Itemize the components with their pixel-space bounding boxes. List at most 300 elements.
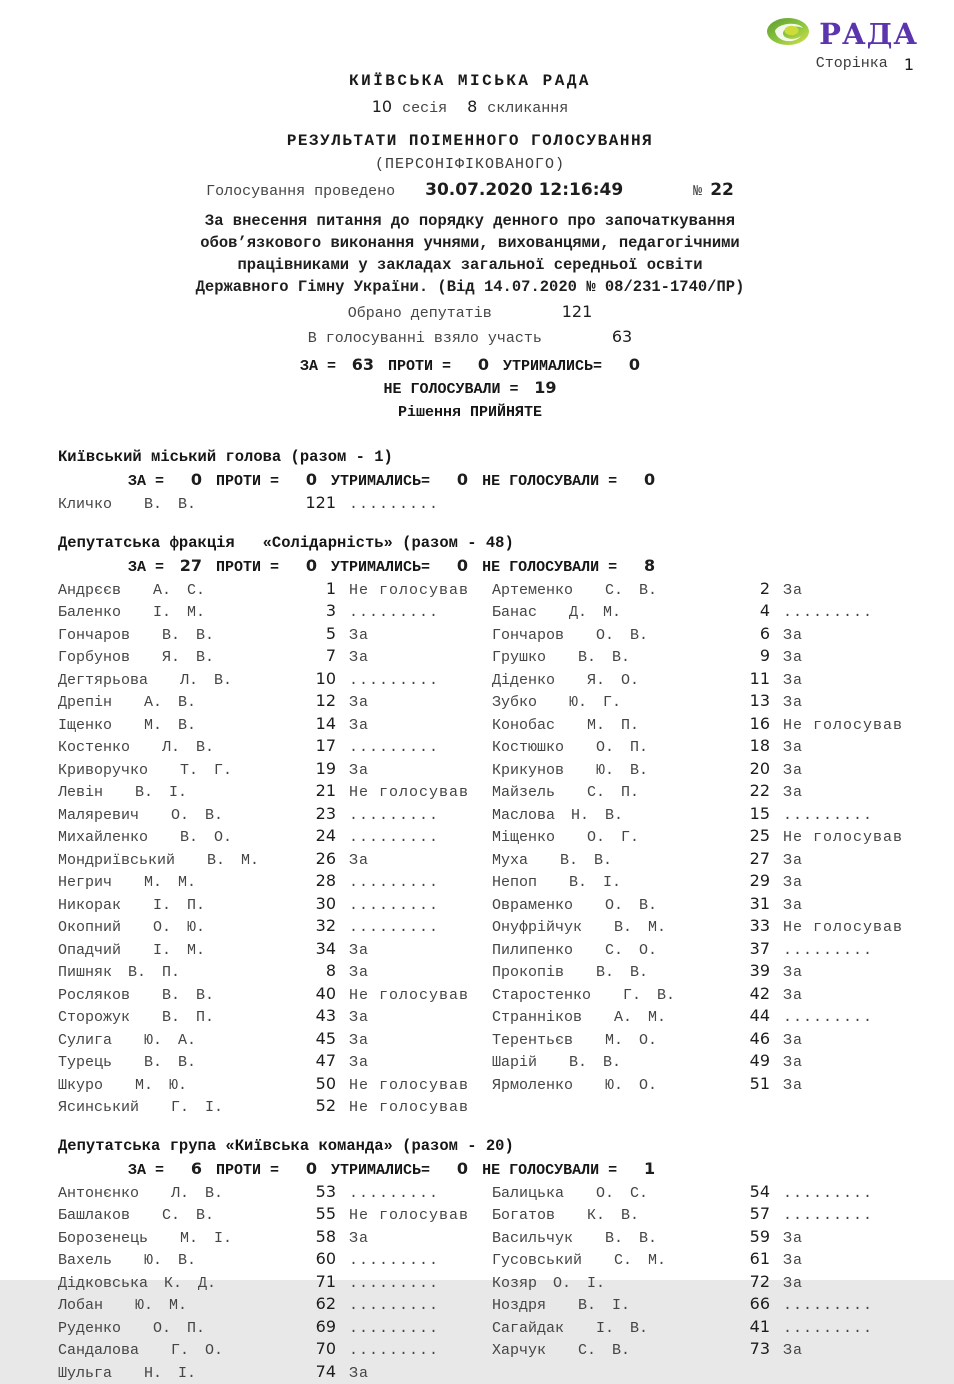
deputy-row [58,714,954,737]
deputy-vote: За [770,986,954,1007]
summary-label: ЗА = [128,559,164,576]
deputy-vote: ......... [336,918,492,939]
conducted-label: Голосування проведено [206,183,395,200]
deputy-name: Муха В. В. [492,851,722,872]
summary-label: НЕ ГОЛОСУВАЛИ = [482,473,617,490]
deputy-card-number: 31 [722,894,770,915]
deputy-card-number: 1 [292,579,336,600]
deputy-name: Пилипенко С. О. [492,941,722,962]
deputy-row [58,1317,954,1340]
faction-vote-summary [58,555,954,578]
deputy-vote: ......... [336,1184,492,1205]
deputy-name: Руденко О. П. [58,1319,292,1340]
deputy-vote: ......... [336,495,492,516]
summary-value: 0 [283,1158,317,1179]
deputy-card-number: 42 [722,984,770,1005]
deputy-vote: За [336,693,492,714]
deputy-name: Горбунов Я. В. [58,648,292,669]
deputy-vote: За [770,626,954,647]
deputy-vote: За [336,851,492,872]
deputy-card-number: 121 [292,493,336,514]
deputy-name: Криворучко Т. Г. [58,761,292,782]
deputy-card-number: 33 [722,916,770,937]
summary-label: НЕ ГОЛОСУВАЛИ = [482,1162,617,1179]
deputy-card-number: 49 [722,1051,770,1072]
deputy-name: Шарій В. В. [492,1053,722,1074]
convocation-number: 8 [467,97,477,116]
deputy-vote: За [770,896,954,917]
deputy-vote: За [336,648,492,669]
deputy-name: Маляревич О. В. [58,806,292,827]
deputy-row [58,961,954,984]
deputy-row [58,736,954,759]
deputy-row [58,624,954,647]
deputy-card-number: 60 [292,1249,336,1270]
deputy-vote: За [770,648,954,669]
deputy-name: Левін В. І. [58,783,292,804]
deputy-vote: За [336,1053,492,1074]
vote-number-sign: № [693,183,702,200]
summary-label: УТРИМАЛИСЬ= [331,1162,430,1179]
deputy-vote: ......... [770,1296,954,1317]
deputy-rows [58,493,954,516]
deputy-card-number: 34 [292,939,336,960]
deputy-row [58,804,954,827]
deputy-card-number: 10 [292,669,336,690]
deputy-name: Окопний О. Ю. [58,918,292,939]
deputy-name: Баленко І. М. [58,603,292,624]
deputy-row [58,1249,954,1272]
deputy-card-number: 9 [722,646,770,667]
deputy-row [58,1182,954,1205]
faction-title: Депутатська фракція «Солідарність» (разом - 48) [58,533,954,553]
deputy-card-number: 23 [292,804,336,825]
deputy-card-number: 53 [292,1182,336,1203]
deputy-name: Васильчук В. В. [492,1229,722,1250]
deputy-name: Вахель Ю. В. [58,1251,292,1272]
summary-label: ПРОТИ = [216,473,279,490]
deputy-card-number: 61 [722,1249,770,1270]
deputy-name: Шульга Н. І. [58,1364,292,1384]
deputy-row [58,849,954,872]
deputy-vote: Не голосував [336,783,492,804]
deputy-vote: Не голосував [770,918,954,939]
deputy-vote: ......... [336,671,492,692]
deputy-row [58,916,954,939]
deputy-name: Андрєєв А. С. [58,581,292,602]
summary-value: 0 [434,469,468,490]
session-label: сесія [402,100,447,117]
deputy-vote: За [770,1251,954,1272]
deputy-name: Сулига Ю. А. [58,1031,292,1052]
deputy-name: Богатов К. В. [492,1206,722,1227]
deputy-card-number: 45 [292,1029,336,1050]
deputy-rows [58,1182,954,1384]
deputy-row [58,1362,954,1384]
participated-line [60,327,880,348]
deputy-vote: За [336,941,492,962]
deputy-card-number: 29 [722,871,770,892]
deputy-card-number: 70 [292,1339,336,1360]
deputy-name: Прокопів В. В. [492,963,722,984]
deputy-card-number: 22 [722,781,770,802]
faction-vote-summary [58,1158,954,1181]
deputy-name: Башлаков С. В. [58,1206,292,1227]
deputy-vote: За [336,626,492,647]
deputy-name: Дегтярьова Л. В. [58,671,292,692]
vote-number: 22 [710,180,734,200]
deputy-card-number: 73 [722,1339,770,1360]
deputy-card-number: 37 [722,939,770,960]
participated-label: В голосуванні взяло участь [308,329,542,348]
deputy-card-number: 62 [292,1294,336,1315]
deputy-card-number: 66 [722,1294,770,1315]
deputy-vote: За [770,581,954,602]
deputy-vote: ......... [336,873,492,894]
deputy-vote: Не голосував [336,1206,492,1227]
deputy-name: Терентьєв М. О. [492,1031,722,1052]
deputy-name: Артеменко С. В. [492,581,722,602]
deputy-row [58,871,954,894]
deputy-name: Опадчий І. М. [58,941,292,962]
deputy-name: Шкуро М. Ю. [58,1076,292,1097]
deputy-row [58,1272,954,1295]
deputy-name: Ярмоленко Ю. О. [492,1076,722,1097]
deputy-card-number: 11 [722,669,770,690]
deputy-vote: За [770,1341,954,1362]
deputy-row [58,1339,954,1362]
deputy-name: Маслова Н. В. [492,806,722,827]
deputy-name: Пишняк В. П. [58,963,292,984]
deputy-vote: ......... [770,1206,954,1227]
summary-label: УТРИМАЛИСЬ= [331,559,430,576]
deputy-card-number: 16 [722,714,770,735]
abstained-label: УТРИМАЛИСЬ= [503,358,602,375]
deputy-vote: ......... [336,603,492,624]
deputy-name: Банас Д. М. [492,603,722,624]
deputy-name: Крикунов Ю. В. [492,761,722,782]
deputy-rows [58,579,954,1119]
deputy-name: Странніков А. М. [492,1008,722,1029]
deputy-row [58,669,954,692]
deputy-vote: За [770,873,954,894]
against-label: ПРОТИ = [388,358,451,375]
deputy-name: Михайленко В. О. [58,828,292,849]
deputy-vote: За [336,716,492,737]
not-voted-line [60,378,880,398]
deputy-name: Сторожук В. П. [58,1008,292,1029]
deputy-card-number: 32 [292,916,336,937]
summary-value: 0 [434,1158,468,1179]
deputy-row [58,1096,954,1119]
deputy-vote: ......... [336,1274,492,1295]
summary-value: 27 [168,555,202,576]
deputy-name: Лобан Ю. М. [58,1296,292,1317]
deputy-name: Гончаров В. В. [58,626,292,647]
deputy-card-number: 50 [292,1074,336,1095]
not-voted-value: 19 [523,378,557,397]
page-number: 1 [904,55,914,74]
deputy-name: Дрепін А. В. [58,693,292,714]
conducted-line [60,180,880,200]
deputy-row [58,759,954,782]
deputy-row [58,894,954,917]
deputy-vote: За [770,1076,954,1097]
deputy-vote: За [336,1008,492,1029]
deputy-row [58,493,954,516]
deputy-name: Гусовський С. М. [492,1251,722,1272]
deputy-card-number: 43 [292,1006,336,1027]
deputy-vote: ......... [770,1319,954,1340]
deputy-card-number: 7 [292,646,336,667]
deputy-card-number: 24 [292,826,336,847]
deputy-vote: ......... [770,941,954,962]
deputy-card-number: 51 [722,1074,770,1095]
deputy-card-number: 27 [722,849,770,870]
deputy-vote: За [770,1274,954,1295]
deputy-vote: Не голосував [336,986,492,1007]
deputy-card-number: 72 [722,1272,770,1293]
deputy-card-number: 55 [292,1204,336,1225]
deputy-vote: ......... [770,603,954,624]
deputy-card-number: 6 [722,624,770,645]
deputy-vote: За [770,1229,954,1250]
summary-value: 0 [621,469,655,490]
deputy-vote: За [770,1053,954,1074]
deputy-row [58,1006,954,1029]
deputy-card-number: 47 [292,1051,336,1072]
deputy-name: Кличко В. В. [58,495,292,516]
deputy-card-number: 41 [722,1317,770,1338]
deputy-vote: За [770,851,954,872]
deputy-card-number: 2 [722,579,770,600]
deputy-name: Онуфрійчук В. М. [492,918,722,939]
deputy-name: Старостенко Г. В. [492,986,722,1007]
deputy-card-number: 69 [292,1317,336,1338]
deputy-vote: Не голосував [336,1098,492,1119]
deputy-name: Діденко Я. О. [492,671,722,692]
elected-value: 121 [562,302,593,321]
page-indicator [765,55,918,74]
deputy-card-number: 52 [292,1096,336,1117]
deputy-row [58,646,954,669]
deputy-card-number: 58 [292,1227,336,1248]
summary-value: 0 [283,469,317,490]
deputy-row [58,601,954,624]
page-label: Сторінка [816,55,888,74]
conducted-datetime: 30.07.2020 12:16:49 [425,180,623,200]
deputy-card-number: 74 [292,1362,336,1383]
faction-section [58,447,954,516]
deputy-name: Майзель С. П. [492,783,722,804]
deputy-name: Сагайдак І. В. [492,1319,722,1340]
deputy-name: Мондриївський В. М. [58,851,292,872]
document-title: РЕЗУЛЬТАТИ ПОІМЕННОГО ГОЛОСУВАННЯ [60,132,880,150]
deputy-card-number: 71 [292,1272,336,1293]
deputy-name: Зубко Ю. Г. [492,693,722,714]
deputy-name: Іщенко М. В. [58,716,292,737]
deputy-card-number: 40 [292,984,336,1005]
council-name: КИЇВСЬКА МІСЬКА РАДА [60,72,880,90]
deputy-vote: ......... [770,806,954,827]
deputy-vote: Не голосував [770,716,954,737]
deputy-name: Грушко В. В. [492,648,722,669]
logo-block [765,16,918,74]
deputy-row [58,781,954,804]
deputy-card-number: 39 [722,961,770,982]
faction-vote-summary [58,469,954,492]
deputy-row [58,691,954,714]
deputy-name: Овраменко О. В. [492,896,722,917]
deputy-vote: ......... [336,1296,492,1317]
elected-line [60,302,880,323]
session-number: 10 [372,97,392,116]
deputy-vote: За [770,671,954,692]
deputy-card-number: 5 [292,624,336,645]
question-line: За внесення питання до порядку денного про започаткування [60,210,880,232]
deputy-name: Харчук С. В. [492,1341,722,1362]
deputy-name: Дідковська К. Д. [58,1274,292,1295]
summary-value: 1 [621,1158,655,1179]
deputy-name: Никорак І. П. [58,896,292,917]
deputy-name: Негрич М. М. [58,873,292,894]
deputy-vote: За [770,783,954,804]
summary-label: ПРОТИ = [216,559,279,576]
deputy-card-number: 19 [292,759,336,780]
deputy-name: Ноздря В. І. [492,1296,722,1317]
for-value: 63 [340,355,374,374]
deputy-vote: За [336,963,492,984]
deputy-row [58,1029,954,1052]
deputy-card-number: 25 [722,826,770,847]
deputy-card-number: 4 [722,601,770,622]
deputy-vote: Не голосував [336,581,492,602]
deputy-row [58,1051,954,1074]
summary-label: УТРИМАЛИСЬ= [331,473,430,490]
deputy-vote: За [770,693,954,714]
deputy-row [58,1294,954,1317]
summary-label: НЕ ГОЛОСУВАЛИ = [482,559,617,576]
deputy-name: Турець В. В. [58,1053,292,1074]
deputy-name: Непоп В. І. [492,873,722,894]
deputy-vote: ......... [336,828,492,849]
deputy-card-number: 17 [292,736,336,757]
rada-logo-text: РАДА [819,20,918,49]
faction-sections [58,447,954,1384]
deputy-name: Костенко Л. В. [58,738,292,759]
deputy-vote: ......... [770,1184,954,1205]
deputy-card-number: 20 [722,759,770,780]
deputy-name: Козяр О. І. [492,1274,722,1295]
participated-value: 63 [612,327,632,346]
deputy-card-number: 57 [722,1204,770,1225]
deputy-vote: ......... [336,1251,492,1272]
deputy-card-number: 3 [292,601,336,622]
deputy-row [58,1227,954,1250]
faction-section [58,1136,954,1384]
deputy-vote: За [336,1031,492,1052]
deputy-vote: ......... [336,806,492,827]
deputy-card-number: 28 [292,871,336,892]
question-text [60,210,880,298]
deputy-vote: За [336,761,492,782]
deputy-card-number: 26 [292,849,336,870]
summary-value: 0 [283,555,317,576]
summary-label: ПРОТИ = [216,1162,279,1179]
faction-title: Депутатська група «Київська команда» (разом - 20) [58,1136,954,1156]
summary-label: ЗА = [128,473,164,490]
deputy-vote: ......... [770,1008,954,1029]
session-line [60,97,880,117]
not-voted-label: НЕ ГОЛОСУВАЛИ = [383,381,518,398]
summary-value: 6 [168,1158,202,1179]
summary-value: 0 [434,555,468,576]
deputy-vote: За [336,1229,492,1250]
deputy-card-number: 12 [292,691,336,712]
deputy-row [58,939,954,962]
deputy-vote: За [770,738,954,759]
deputy-card-number: 44 [722,1006,770,1027]
document-header [60,0,880,423]
deputy-name: Ясинський Г. І. [58,1098,292,1119]
deputy-name: Балицька О. С. [492,1184,722,1205]
deputy-vote: За [336,1364,492,1384]
summary-value: 8 [621,555,655,576]
total-vote-summary [60,355,880,375]
rada-swirl-icon [765,16,811,52]
decision-line: Рішення ПРИЙНЯТЕ [60,402,880,423]
faction-title: Київський міський голова (разом - 1) [58,447,954,467]
deputy-card-number: 21 [292,781,336,802]
deputy-name: Костюшко О. П. [492,738,722,759]
deputy-vote: ......... [336,1319,492,1340]
faction-section [58,533,954,1119]
deputy-vote: За [770,963,954,984]
deputy-row [58,579,954,602]
deputy-row [58,984,954,1007]
deputy-card-number: 14 [292,714,336,735]
question-line: обов’язкового виконання учнями, вихованцями, педагогічними [60,232,880,254]
summary-label: ЗА = [128,1162,164,1179]
abstained-value: 0 [606,355,640,374]
deputy-vote: За [770,761,954,782]
deputy-vote: ......... [336,896,492,917]
question-line: працівниками у закладах загальної середньої освіти [60,254,880,276]
deputy-vote: Не голосував [336,1076,492,1097]
deputy-row [58,1204,954,1227]
summary-value: 0 [168,469,202,490]
deputy-card-number: 13 [722,691,770,712]
deputy-vote: За [770,1031,954,1052]
deputy-name: Антонєнко Л. В. [58,1184,292,1205]
deputy-vote: ......... [336,738,492,759]
deputy-row [58,1074,954,1097]
deputy-card-number: 59 [722,1227,770,1248]
question-line: Державного Гімну України. (Від 14.07.2020 № 08/231-1740/ПР) [60,276,880,298]
deputy-name: Сандалова Г. О. [58,1341,292,1362]
deputy-card-number: 30 [292,894,336,915]
for-label: ЗА = [300,358,336,375]
convocation-label: скликання [487,100,568,117]
document-subtitle: (ПЕРСОНІФІКОВАНОГО) [60,156,880,173]
deputy-card-number: 46 [722,1029,770,1050]
against-value: 0 [455,355,489,374]
deputy-card-number: 54 [722,1182,770,1203]
deputy-card-number: 18 [722,736,770,757]
deputy-card-number: 15 [722,804,770,825]
elected-label: Обрано депутатів [348,304,492,323]
deputy-row [58,826,954,849]
